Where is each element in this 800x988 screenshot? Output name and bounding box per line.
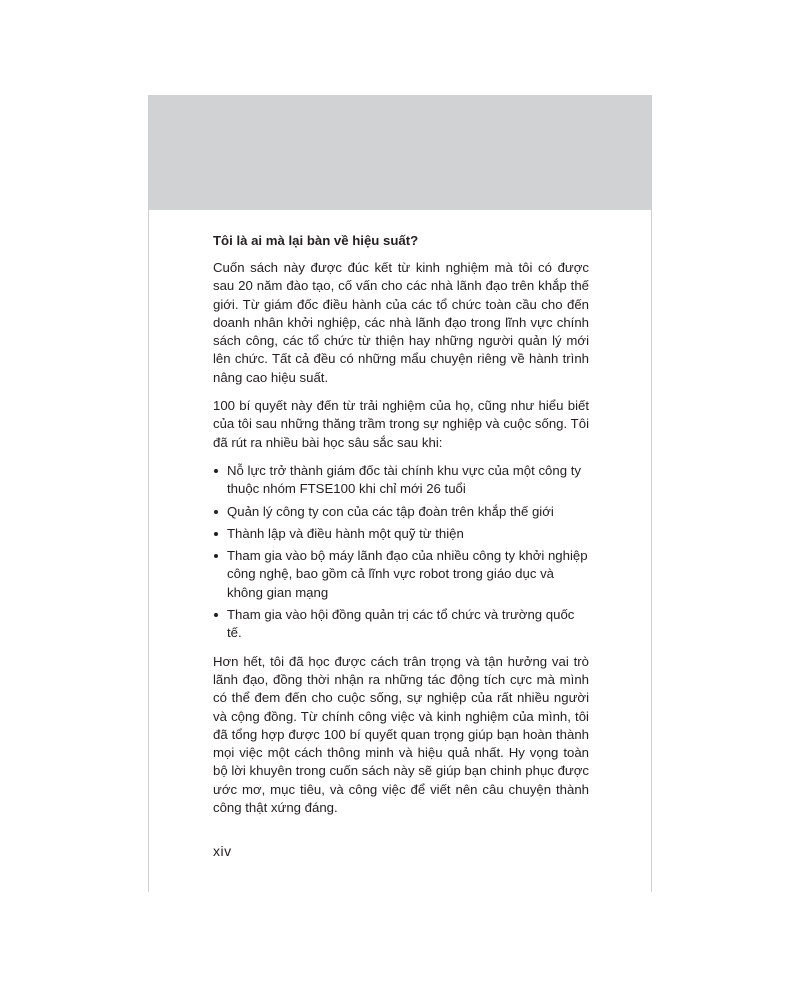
book-page xyxy=(148,95,652,892)
page-content xyxy=(213,232,589,827)
experience-list xyxy=(213,462,589,643)
page-header-band xyxy=(149,95,651,210)
bullet-icon xyxy=(214,613,218,617)
list-item-text: Tham gia vào bộ máy lãnh đạo của nhiều công ty khởi nghiệp công nghệ, bao gồm cả lĩnh vực robot trong giáo dục và không gian mạng xyxy=(227,548,588,600)
bullet-icon xyxy=(214,510,218,514)
list-item xyxy=(213,462,589,499)
list-item xyxy=(213,606,589,643)
list-item-text: Tham gia vào hội đồng quản trị các tổ chức và trường quốc tế. xyxy=(227,607,575,641)
section-heading: Tôi là ai mà lại bàn về hiệu suất? xyxy=(213,233,419,248)
list-item xyxy=(213,525,589,543)
list-item-text: Quản lý công ty con của các tập đoàn trên khắp thế giới xyxy=(227,503,554,519)
bullet-icon xyxy=(214,469,218,473)
paragraph-intro: Cuốn sách này được đúc kết từ kinh nghiệm mà tôi có được sau 20 năm đào tạo, cố vấn cho các nhà lãnh đạo trên khắp thế giới. Từ giám đốc điều hành của các tổ chức toàn cầu cho đến doanh nhân khởi nghiệp, các nhà lãnh đạo trong lĩnh vực chính sách công, các tổ chức từ thiện hay những người quản lý mới lên chức. Tất cả đều có những mẩu chuyện riêng về hành trình nâng cao hiệu suất. xyxy=(213,260,589,385)
list-item xyxy=(213,547,589,602)
list-item xyxy=(213,503,589,521)
paragraph-closing: Hơn hết, tôi đã học được cách trân trọng và tận hưởng vai trò lãnh đạo, đồng thời nhận ra những tác động tích cực mà mình có thể đem đến cho cuộc sống, sự nghiệp của rất nhiều người và cộng đồng. Từ chính công việc và kinh nghiệm của mình, tôi đã tổng hợp được 100 bí quyết quan trọng giúp bạn hoàn thành mọi việc một cách thông minh và hiệu quả nhất. Hy vọng toàn bộ lời khuyên trong cuốn sách này sẽ giúp bạn chinh phục được ước mơ, mục tiêu, và công việc để viết nên câu chuyện thành công thật xứng đáng. xyxy=(213,653,589,816)
bullet-icon xyxy=(214,532,218,536)
list-item-text: Nỗ lực trở thành giám đốc tài chính khu vực của một công ty thuộc nhóm FTSE100 khi chỉ mới 26 tuổi xyxy=(227,462,581,497)
page-number: xiv xyxy=(213,843,232,859)
paragraph-lessons: 100 bí quyết này đến từ trải nghiệm của họ, cũng như hiểu biết của tôi sau những thăng trầm trong sự nghiệp và cuộc sống. Tôi đã rút ra nhiều bài học sâu sắc sau khi: xyxy=(213,398,589,450)
bullet-icon xyxy=(214,554,218,558)
list-item-text: Thành lập và điều hành một quỹ từ thiện xyxy=(227,525,464,541)
